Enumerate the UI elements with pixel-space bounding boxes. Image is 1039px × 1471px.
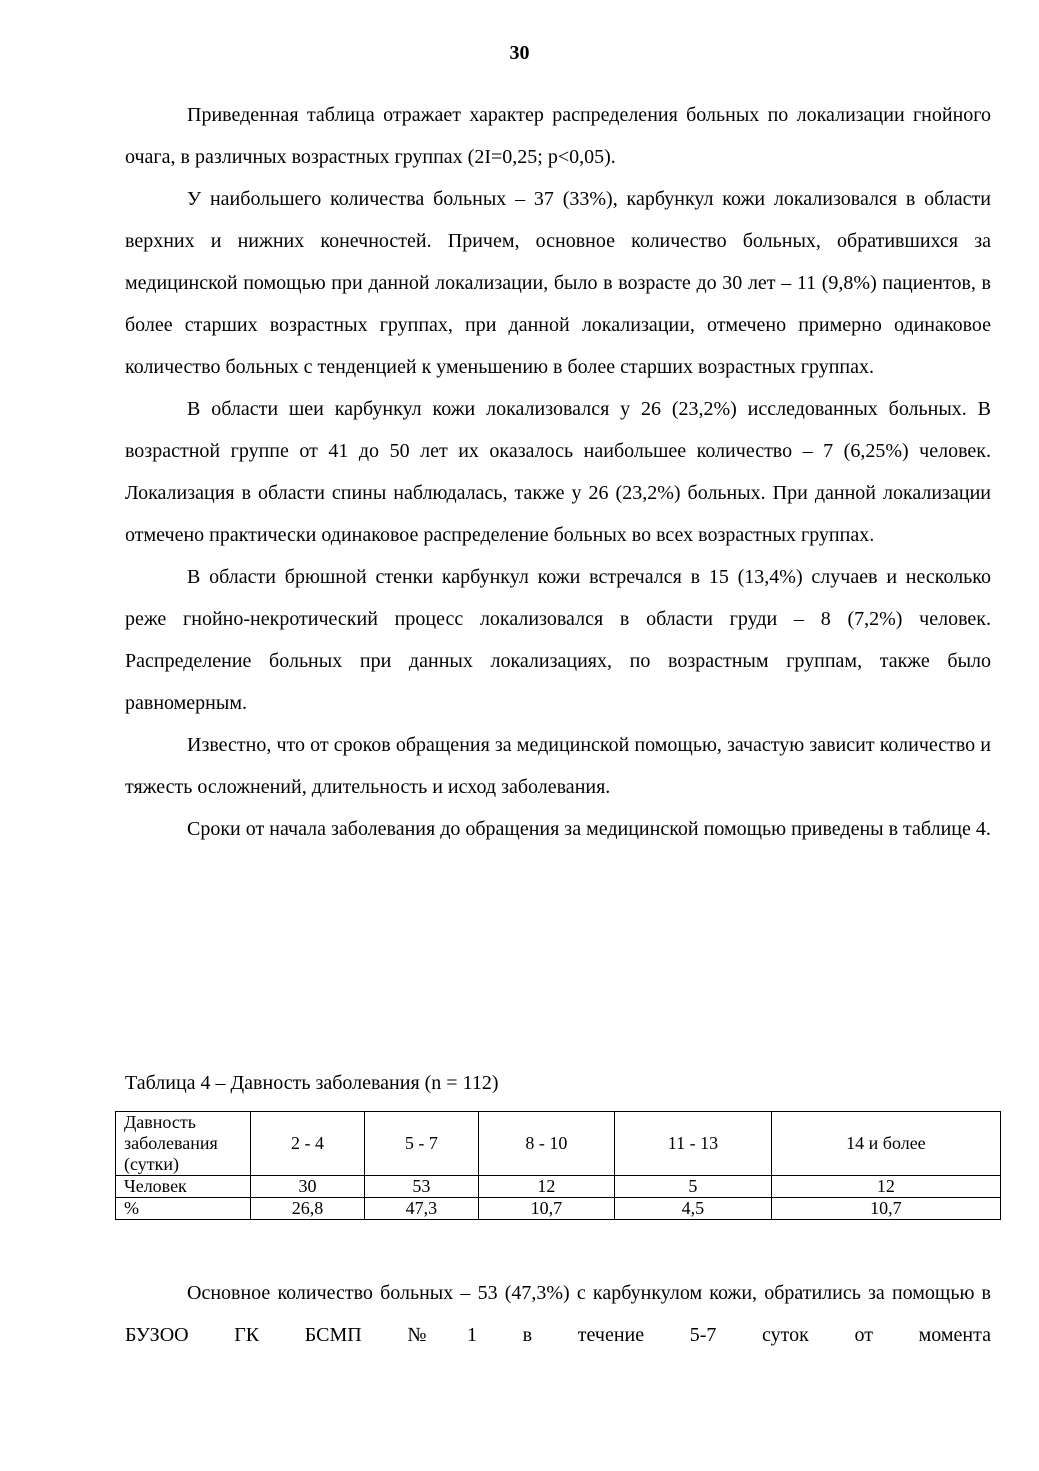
table-header-cell: 8 - 10 <box>478 1112 614 1176</box>
paragraph-3: В области шеи карбункул кожи локализовался у 26 (23,2%) исследованных больных. В возрастной группе от 41 до 50 лет их оказалось наибольшее количество – 7 (6,25%) человек. Локализация в области спины наблюдалась, также у 26 (23,2%) больных. При данной локализации отмечено практически одинаковое распределение больных во всех возрастных группах. <box>125 398 991 546</box>
table-row-label: Человек <box>116 1176 251 1198</box>
table-cell: 4,5 <box>615 1198 772 1220</box>
table-header-cell: 5 - 7 <box>364 1112 478 1176</box>
table-cell: 30 <box>251 1176 365 1198</box>
table-row-label: % <box>116 1198 251 1220</box>
after-text <box>125 1272 991 1356</box>
table-row <box>116 1176 1001 1198</box>
duration-table <box>115 1111 1001 1220</box>
table-header-cell: 2 - 4 <box>251 1112 365 1176</box>
table-header-row <box>116 1112 1001 1176</box>
table-header-cell: 11 - 13 <box>615 1112 772 1176</box>
table-row <box>116 1198 1001 1220</box>
table-caption: Таблица 4 – Давность заболевания (n = 112) <box>125 1072 499 1094</box>
table-cell: 12 <box>771 1176 1000 1198</box>
table-cell: 53 <box>364 1176 478 1198</box>
table-header-label: Давность заболевания (сутки) <box>116 1112 251 1176</box>
table-cell: 12 <box>478 1176 614 1198</box>
page-number: 30 <box>509 42 530 64</box>
paragraph-5: Известно, что от сроков обращения за медицинской помощью, зачастую зависит количество и тяжесть осложнений, длительность и исход заболевания. <box>125 734 991 798</box>
paragraph-7: Основное количество больных – 53 (47,3%) с карбункулом кожи, обратились за помощью в БУЗОО ГК БСМП №1 в течение 5-7 суток от момента <box>125 1282 991 1346</box>
paragraph-6: Сроки от начала заболевания до обращения за медицинской помощью приведены в таблице 4. <box>187 818 991 840</box>
table-header-cell: 14 и более <box>771 1112 1000 1176</box>
body-text <box>125 94 991 850</box>
table-cell: 26,8 <box>251 1198 365 1220</box>
paragraph-2: У наибольшего количества больных – 37 (33%), карбункул кожи локализовался в области верхних и нижних конечностей. Причем, основное количество больных, обратившихся за медицинской помощью при данной локализации, было в возрасте до 30 лет – 11 (9,8%) пациентов, в более старших возрастных группах, при данной локализации, отмечено примерно одинаковое количество больных с тенденцией к уменьшению в более старших возрастных группах. <box>125 188 991 378</box>
paragraph-4: В области брюшной стенки карбункул кожи встречался в 15 (13,4%) случаев и несколько реже гнойно-некротический процесс локализовался в области груди – 8 (7,2%) человек. Распределение больных при данных локализациях, по возрастным группам, также было равномерным. <box>125 566 991 714</box>
table-cell: 10,7 <box>478 1198 614 1220</box>
paragraph-1: Приведенная таблица отражает характер распределения больных по локализации гнойного очага, в различных возрастных группах (2I=0,25; p<0,05). <box>125 104 991 168</box>
table-cell: 47,3 <box>364 1198 478 1220</box>
table-cell: 5 <box>615 1176 772 1198</box>
table-cell: 10,7 <box>771 1198 1000 1220</box>
